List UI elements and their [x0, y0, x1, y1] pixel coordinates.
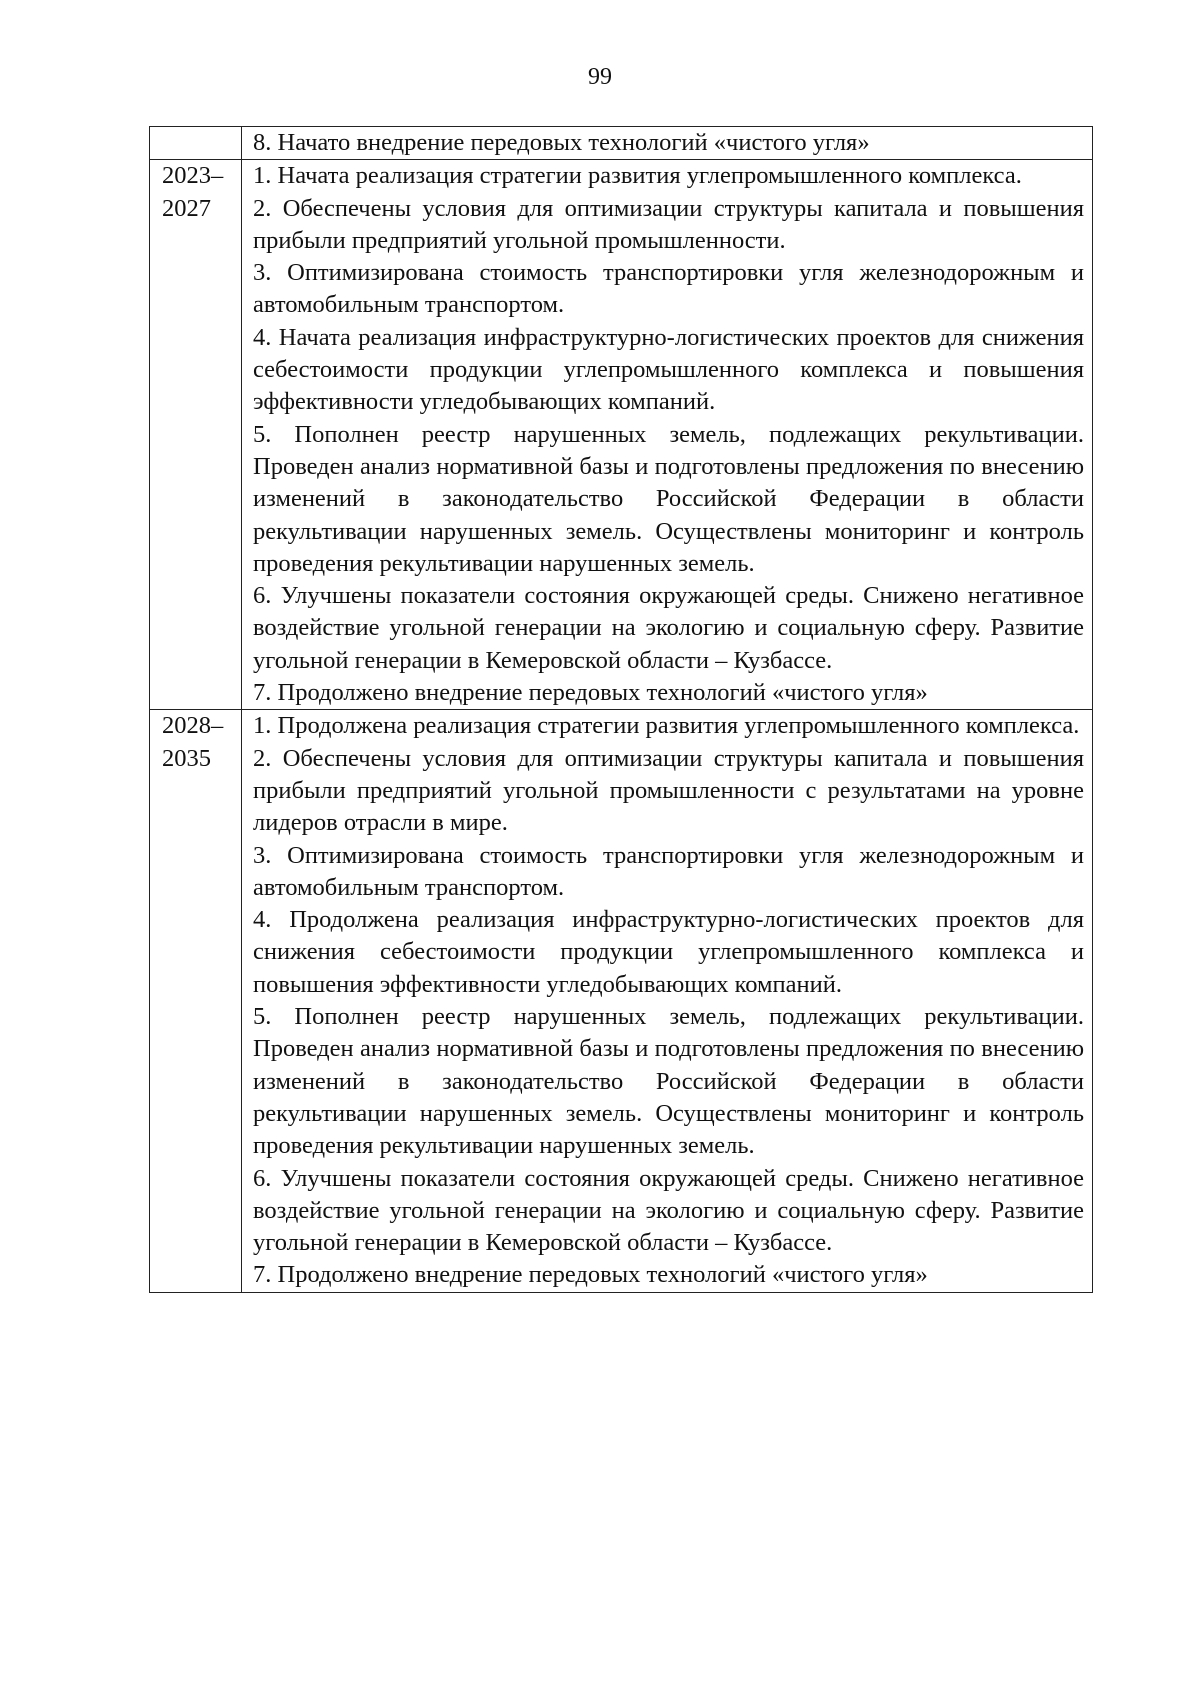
page-number: 99 [588, 64, 612, 90]
result-item: 2. Обеспечены условия для оптимизации структуры капитала и повышения прибыли предприятий угольной промышленности с результатами на уровне лидеров отрасли в мире. [253, 744, 1084, 837]
result-item: 8. Начато внедрение передовых технологий «чистого угля» [253, 129, 870, 156]
results-cell [242, 710, 1093, 1292]
table-row-2023-2027 [150, 160, 1093, 710]
result-item: 4. Продолжена реализация инфраструктурно-логистических проектов для снижения себестоимости продукции углепромышленного комплекса и повышения эффективности угледобывающих компаний. [253, 906, 1084, 998]
table-row-2028-2035 [150, 710, 1093, 1292]
period-cell [150, 710, 242, 1292]
result-item: 5. Пополнен реестр нарушенных земель, подлежащих рекультивации. Проведен анализ нормативной базы и подготовлены предложения по внесению изменений в законодательство Российской Федерации в области рекультивации нарушенных земель. Осуществлены мониторинг и контроль проведения рекультивации нарушенных земель. [253, 1003, 1084, 1160]
result-item: 3. Оптимизирована стоимость транспортировки угля железнодорожным и автомобильным транспортом. [253, 841, 1084, 901]
results-cell [242, 160, 1093, 710]
period-label: 2028– 2035 [162, 712, 224, 772]
results-table [149, 126, 1093, 1293]
result-item: 4. Начата реализация инфраструктурно-логистических проектов для снижения себестоимости продукции углепромышленного комплекса и повышения эффективности угледобывающих компаний. [253, 323, 1084, 416]
result-item: 7. Продолжено внедрение передовых технологий «чистого угля» [253, 1261, 928, 1289]
result-item: 6. Улучшены показатели состояния окружающей среды. Снижено негативное воздействие угольной генерации на экологию и социальную сферу. Развитие угольной генерации в Кемеровской области – Кузбассе. [253, 582, 1084, 674]
result-item: 1. Продолжена реализация стратегии развития углепромышленного комплекса. [253, 712, 1080, 740]
result-item: 5. Пополнен реестр нарушенных земель, подлежащих рекультивации. Проведен анализ нормативной базы и подготовлены предложения по внесению изменений в законодательство Российской Федерации в области рекультивации нарушенных земель. Осуществлены мониторинг и контроль проведения рекультивации нарушенных земель. [253, 420, 1084, 577]
result-item: 6. Улучшены показатели состояния окружающей среды. Снижено негативное воздействие угольной генерации на экологию и социальную сферу. Развитие угольной генерации в Кемеровской области – Кузбассе. [253, 1164, 1084, 1257]
result-item: 7. Продолжено внедрение передовых технологий «чистого угля» [253, 679, 928, 707]
period-label: 2023– 2027 [162, 162, 224, 222]
result-item: 2. Обеспечены условия для оптимизации структуры капитала и повышения прибыли предприятий угольной промышленности. [253, 194, 1084, 254]
result-item: 1. Начата реализация стратегии развития углепромышленного комплекса. [253, 162, 1022, 190]
results-table-body [150, 127, 1093, 1293]
results-cell [242, 127, 1093, 160]
table-row-continuation [150, 127, 1093, 160]
period-cell [150, 160, 242, 710]
result-item: 3. Оптимизирована стоимость транспортировки угля железнодорожным и автомобильным транспортом. [253, 259, 1084, 319]
period-cell [150, 127, 242, 160]
